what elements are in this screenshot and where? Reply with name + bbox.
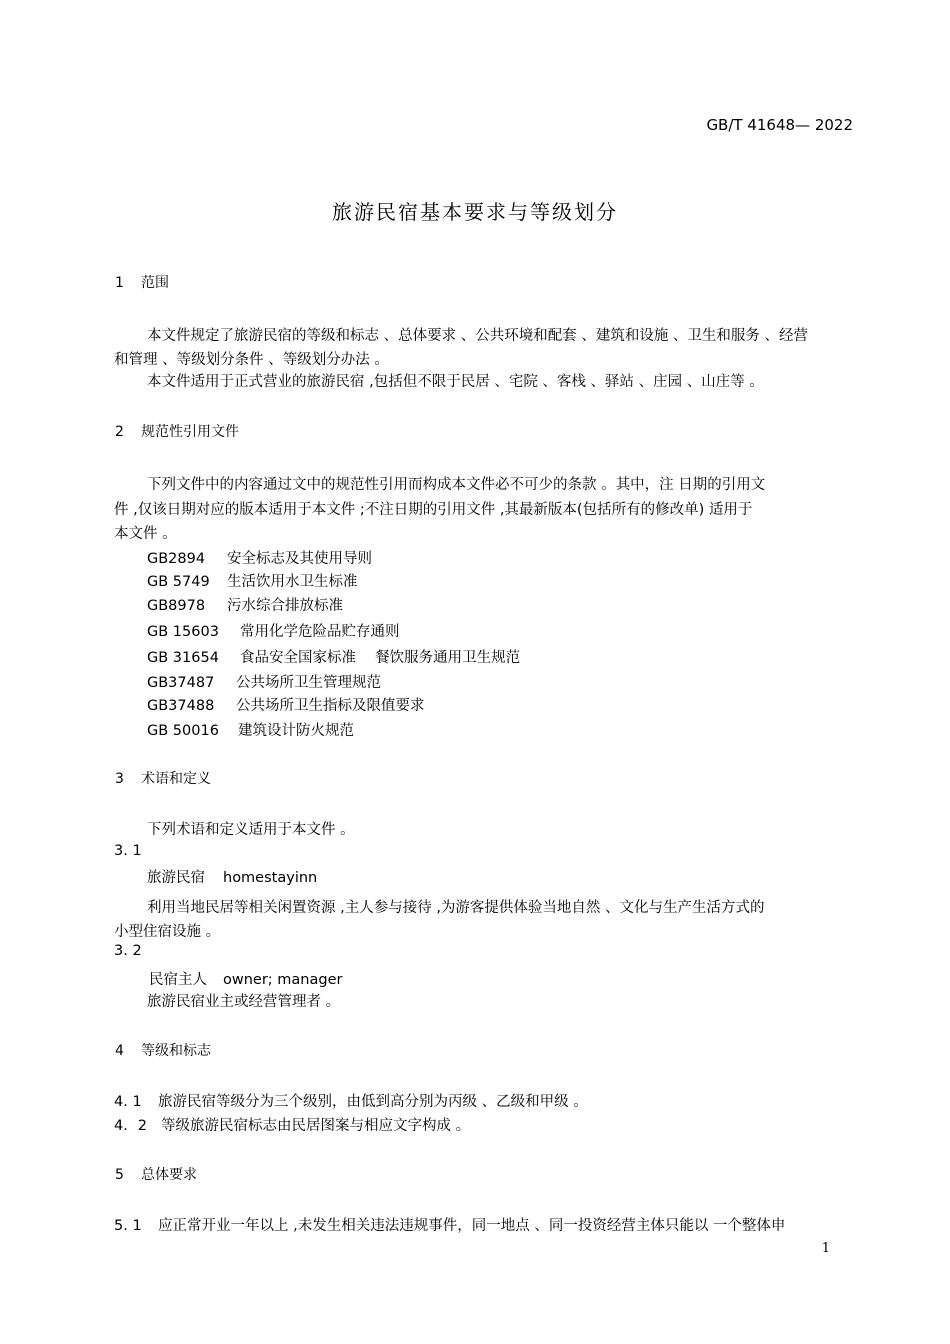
references-intro-line-2: 件 ,仅该日期对应的版本适用于本文件 ;不注日期的引用文件 ,其最新版本(包括所有的修改单) 适用于 — [114, 502, 753, 518]
reference-code: GB2894 — [147, 551, 206, 567]
section-number: 4 — [115, 1043, 124, 1059]
terms-intro: 下列术语和定义适用于本文件 。 — [147, 822, 355, 838]
section-heading-general-requirements — [115, 1164, 197, 1184]
section-number: 5 — [115, 1167, 124, 1183]
references-intro-line-3: 本文件 。 — [114, 526, 177, 542]
term-heading — [147, 866, 317, 887]
reference-code: GB37488 — [147, 698, 215, 714]
reference-item — [147, 547, 372, 568]
section-heading-grades — [115, 1040, 211, 1060]
section-title: 规范性引用文件 — [141, 424, 239, 440]
section-number: 3 — [115, 771, 124, 787]
clause-text: 等级旅游民宿标志由民居图案与相应文字构成 。 — [161, 1118, 471, 1134]
reference-item — [147, 620, 400, 641]
term-definition-line-1: 利用当地民居等相关闲置资源 ,主人参与接待 ,为游客提供体验当地自然 、文化与生产生活方式的 — [147, 900, 765, 916]
reference-code: GB 15603 — [147, 624, 219, 640]
reference-name: 公共场所卫生指标及限值要求 — [236, 698, 425, 714]
clause-text: 旅游民宿等级分为三个级别，由低到高分别为丙级 、乙级和甲级 。 — [158, 1094, 588, 1110]
reference-name: 生活饮用水卫生标准 — [227, 574, 358, 590]
scope-paragraph-1-line-2: 和管理 、等级划分条件 、等级划分办法 。 — [114, 352, 389, 368]
reference-item — [147, 719, 354, 740]
term-number: 3. 2 — [114, 943, 142, 959]
reference-item — [147, 646, 520, 667]
reference-code: GB 5749 — [147, 574, 210, 590]
references-intro-line-1: 下列文件中的内容通过文中的规范性引用而构成本文件必不可少的条款 。其中，注 日期的引用文 — [147, 477, 766, 493]
section-title: 术语和定义 — [141, 771, 211, 787]
section-number: 2 — [115, 424, 124, 440]
section-title: 范围 — [141, 275, 169, 291]
reference-code: GB 50016 — [147, 723, 219, 739]
reference-name: 公共场所卫生管理规范 — [236, 675, 381, 691]
page-number: 1 — [821, 1241, 830, 1256]
term-definition-line-2: 小型住宿设施 。 — [114, 924, 221, 940]
clause-number: 4．2 — [114, 1118, 147, 1134]
clause-text: 应正常开业一年以上 ,未发生相关违法违规事件，同一地点 、同一投资经营主体只能以 一个整体申 — [158, 1218, 786, 1234]
reference-item — [147, 694, 425, 715]
reference-name: 常用化学危险品贮存通则 — [240, 624, 400, 640]
clause-number: 4. 1 — [114, 1094, 142, 1110]
standard-number: GB/T 41648— 2022 — [706, 116, 853, 134]
reference-item — [147, 594, 343, 615]
reference-name: 安全标志及其使用导则 — [227, 551, 372, 567]
section-heading-terms — [115, 768, 211, 788]
reference-item — [147, 671, 381, 692]
clause-number: 5. 1 — [114, 1218, 142, 1234]
scope-paragraph-2: 本文件适用于正式营业的旅游民宿 ,包括但不限于民居 、宅院 、客栈 、驿站 、庄园 、山庄等 。 — [147, 374, 764, 390]
term-chinese: 旅游民宿 — [147, 870, 205, 886]
document-title: 旅游民宿基本要求与等级划分 — [332, 200, 618, 224]
term-english: homestayinn — [223, 870, 318, 886]
clause — [114, 1090, 588, 1111]
reference-code: GB8978 — [147, 598, 206, 614]
term-heading — [149, 968, 342, 989]
reference-name: 食品安全国家标准 餐饮服务通用卫生规范 — [240, 650, 521, 666]
scope-paragraph-1-line-1: 本文件规定了旅游民宿的等级和标志 、总体要求 、公共环境和配套 、建筑和设施 、卫生和服务 、经营 — [147, 328, 809, 344]
reference-code: GB37487 — [147, 675, 215, 691]
section-heading-normative-references — [115, 421, 239, 441]
term-chinese: 民宿主人 — [149, 972, 207, 988]
section-number: 1 — [115, 275, 124, 291]
term-definition: 旅游民宿业主或经营管理者 。 — [147, 994, 341, 1010]
reference-name: 建筑设计防火规范 — [238, 723, 354, 739]
section-title: 等级和标志 — [141, 1043, 211, 1059]
reference-name: 污水综合排放标准 — [227, 598, 343, 614]
section-title: 总体要求 — [141, 1167, 197, 1183]
reference-code: GB 31654 — [147, 650, 219, 666]
reference-item — [147, 570, 358, 591]
clause — [114, 1114, 470, 1135]
term-english: owner; manager — [223, 972, 343, 988]
term-number: 3. 1 — [114, 843, 142, 859]
clause — [114, 1214, 785, 1235]
section-heading-scope — [115, 272, 169, 292]
